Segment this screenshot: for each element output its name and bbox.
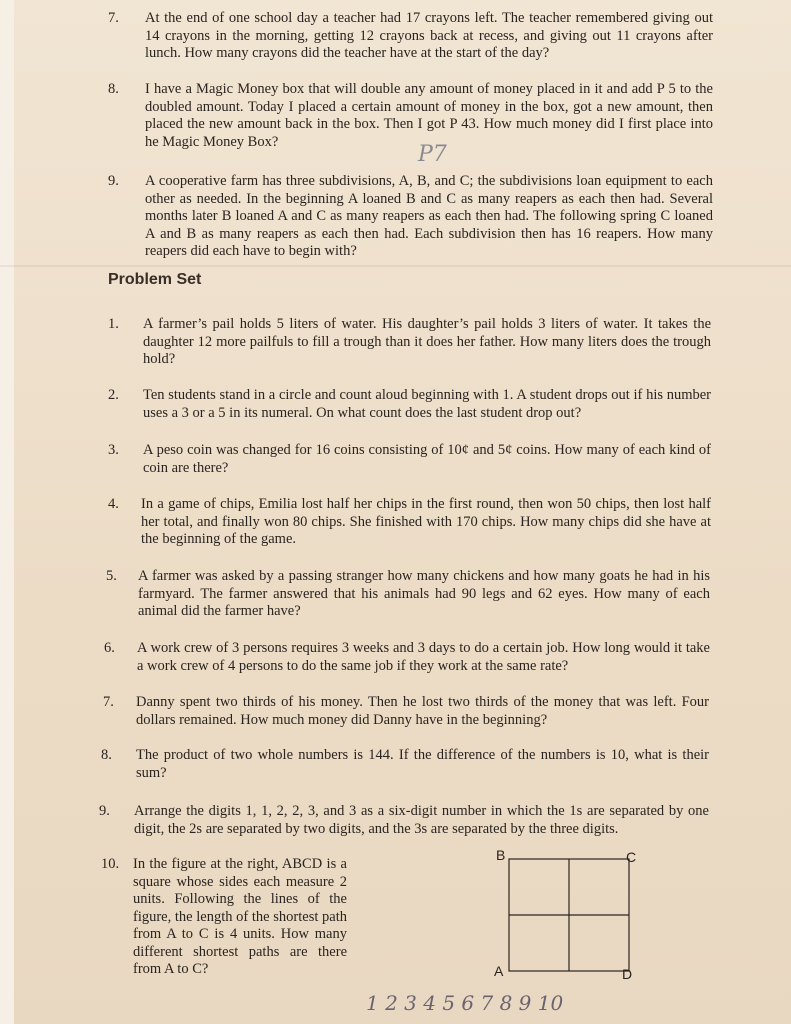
vertex-label-d: D xyxy=(622,966,633,982)
problem-text: Danny spent two thirds of his money. Then he lost two thirds of the money that was left. Four dollars remained. How much money did Danny have in the beginning? xyxy=(136,694,709,728)
problem-text: Ten students stand in a circle and count aloud beginning with 1. A student drops out if his number uses a 3 or a 5 in its numeral. On what count does the last student drop out? xyxy=(143,387,711,421)
square-grid-figure xyxy=(494,847,644,985)
vertex-label-c: C xyxy=(626,849,637,865)
problem-number: 2. xyxy=(108,387,119,403)
problem-text: Arrange the digits 1, 1, 2, 2, 3, and 3 as a six-digit number in which the 1s are separated by one digit, the 2s are separated by two digits, and the 3s are separated by the three digits. xyxy=(134,803,709,837)
problem-text: In the figure at the right, ABCD is a square whose sides each measure 2 units. Following the lines of the figure, the length of the shortest path from A to C is 4 units. How many different shortest paths are there from A to C? xyxy=(133,856,347,977)
problem-text: A work crew of 3 persons requires 3 weeks and 3 days to do a certain job. How long would it take a work crew of 4 persons to do the same job if they work at the same rate? xyxy=(137,640,710,674)
item-number: 8. xyxy=(108,81,119,97)
problem-number: 8. xyxy=(101,747,112,763)
problem-number: 3. xyxy=(108,442,119,458)
problem-text: A farmer was asked by a passing stranger how many chickens and how many goats he had in his farmyard. The farmer answered that his animals had 90 legs and 62 eyes. How many of each animal did the farmer have? xyxy=(138,568,710,619)
problem-text: In a game of chips, Emilia lost half her chips in the first round, then won 50 chips, then lost half her total, and finally won 80 chips. She finished with 170 chips. How many chips did she have at the beginning of the game. xyxy=(141,496,711,547)
item-number: 7. xyxy=(108,10,119,26)
page-left-edge xyxy=(0,0,14,1024)
grid-drawing xyxy=(494,850,644,985)
handwritten-note: P7 xyxy=(418,142,447,167)
problem-text: A farmer’s pail holds 5 liters of water. His daughter’s pail holds 3 liters of water. It takes the daughter 12 more pailfuls to fill a trough than it does her father. How many liters does the trough hold? xyxy=(143,316,711,367)
problem-number: 1. xyxy=(108,316,119,332)
vertex-label-b: B xyxy=(496,847,506,863)
problem-number: 9. xyxy=(99,803,110,819)
problem-text: A peso coin was changed for 16 coins consisting of 10¢ and 5¢ coins. How many of each kind of coin are there? xyxy=(143,442,711,476)
section-heading: Problem Set xyxy=(108,271,202,288)
item-number: 9. xyxy=(108,173,119,189)
item-text: I have a Magic Money box that will double any amount of money placed in it and add P 5 to the doubled amount. Today I placed a certain amount of money in the box, got a new amount, then placed the new amount back in the box. Then I got P 43. How much money did I first place into he Magic Money Box? xyxy=(145,81,713,150)
item-text: A cooperative farm has three subdivisions, A, B, and C; the subdivisions loan equipment to each other as needed. In the beginning A loaned B and C as many reapers as each then had. Several months later B loaned A and C as many reapers as each then had. The following spring C loaned A and B as many reapers as each then had. Each subdivision then has 16 reapers. How many reapers did each have to begin with? xyxy=(145,173,713,259)
problem-number: 7. xyxy=(103,694,114,710)
problem-number: 10. xyxy=(101,856,120,872)
problem-number: 5. xyxy=(106,568,117,584)
item-text: At the end of one school day a teacher had 17 crayons left. The teacher remembered giving out 14 crayons in the morning, getting 12 crayons back at recess, and giving out 11 crayons after lunch. How many crayons did the teacher have at the start of the day? xyxy=(145,10,713,61)
problem-number: 6. xyxy=(104,640,115,656)
problem-text: The product of two whole numbers is 144. If the difference of the numbers is 10, what is their sum? xyxy=(136,747,709,781)
handwritten-numbers xyxy=(366,985,566,1021)
page-fold-crease xyxy=(0,265,791,267)
handwritten-number-list: 1 2 3 4 5 6 7 8 9 10 xyxy=(366,991,564,1015)
problem-number: 4. xyxy=(108,496,119,512)
vertex-label-a: A xyxy=(494,963,504,979)
